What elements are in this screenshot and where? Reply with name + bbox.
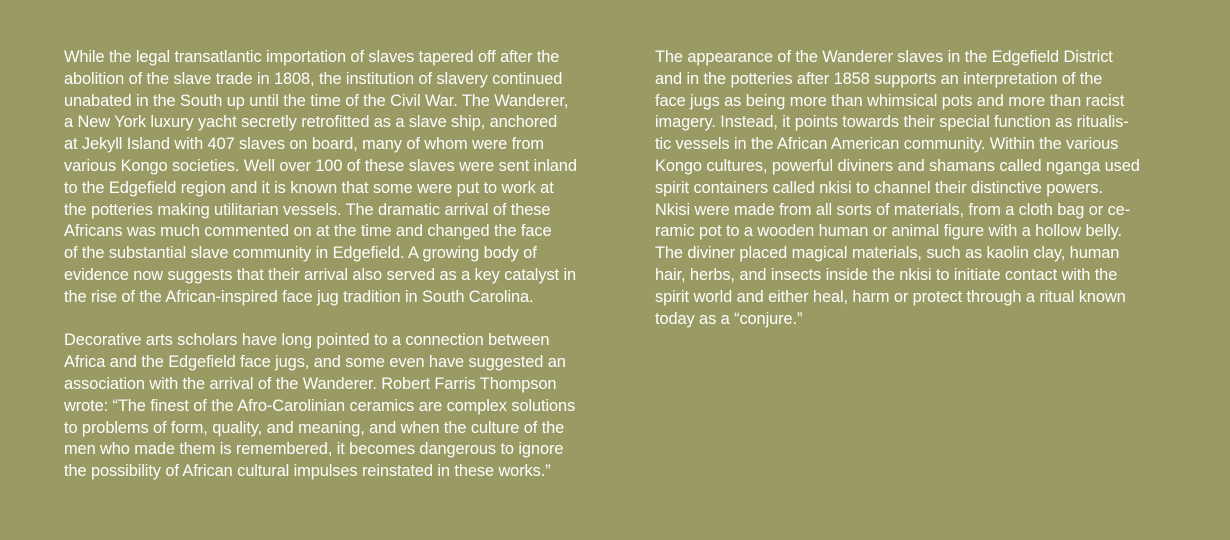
text-line: hair, herbs, and insects inside the nkisi to initiate contact with the	[655, 265, 1118, 284]
text-line: spirit containers called nkisi to channel their distinctive powers.	[655, 178, 1103, 197]
text-line: the possibility of African cultural impulses reinstated in these works.”	[64, 462, 551, 481]
text-line: the potteries making utilitarian vessels. The dramatic arrival of these	[64, 200, 551, 219]
text-line: The diviner placed magical materials, such as kaolin clay, human	[655, 244, 1120, 263]
right-text-column	[655, 47, 1155, 330]
text-line: ramic pot to a wooden human or animal figure with a hollow belly.	[655, 222, 1122, 241]
text-line: of the substantial slave community in Edgefield. A growing body of	[64, 244, 537, 263]
text-line: evidence now suggests that their arrival also served as a key catalyst in	[64, 265, 576, 284]
text-line: Nkisi were made from all sorts of materials, from a cloth bag or ce-	[655, 200, 1131, 219]
text-line: unabated in the South up until the time of the Civil War. The Wanderer,	[64, 91, 569, 110]
text-line: a New York luxury yacht secretly retrofitted as a slave ship, anchored	[64, 113, 558, 132]
text-line: to problems of form, quality, and meaning, and when the culture of the	[64, 418, 565, 437]
paragraph-wanderer-history	[64, 47, 609, 309]
text-line: imagery. Instead, it points towards their special function as ritualis-	[655, 113, 1129, 132]
text-line: abolition of the slave trade in 1808, the institution of slavery continued	[64, 69, 563, 88]
text-line: Africans was much commented on at the time and changed the face	[64, 222, 552, 241]
text-line: to the Edgefield region and it is known that some were put to work at	[64, 178, 554, 197]
text-line: Kongo cultures, powerful diviners and shamans called nganga used	[655, 156, 1140, 175]
text-line: The appearance of the Wanderer slaves in the Edgefield District	[655, 48, 1113, 66]
text-line: various Kongo societies. Well over 100 of these slaves were sent inland	[64, 156, 577, 175]
text-line: today as a “conjure.”	[655, 309, 803, 328]
paragraph-nkisi-ritual	[655, 47, 1155, 330]
text-line: Decorative arts scholars have long pointed to a connection between	[64, 331, 550, 350]
text-line: association with the arrival of the Wanderer. Robert Farris Thompson	[64, 374, 557, 393]
text-line: While the legal transatlantic importation of slaves tapered off after the	[64, 48, 560, 66]
text-line: and in the potteries after 1858 supports an interpretation of the	[655, 69, 1103, 88]
text-line: tic vessels in the African American community. Within the various	[655, 135, 1119, 154]
text-line: at Jekyll Island with 407 slaves on board, many of whom were from	[64, 135, 544, 154]
text-line: face jugs as being more than whimsical pots and more than racist	[655, 91, 1125, 110]
left-text-column	[64, 47, 609, 483]
text-line: Africa and the Edgefield face jugs, and some even have suggested an	[64, 353, 566, 372]
text-line: wrote: “The finest of the Afro-Carolinian ceramics are complex solutions	[64, 396, 576, 415]
text-line: men who made them is remembered, it becomes dangerous to ignore	[64, 440, 564, 459]
paragraph-scholars-quote	[64, 330, 609, 483]
text-line: spirit world and either heal, harm or protect through a ritual known	[655, 287, 1126, 306]
text-line: the rise of the African-inspired face jug tradition in South Carolina.	[64, 287, 534, 306]
